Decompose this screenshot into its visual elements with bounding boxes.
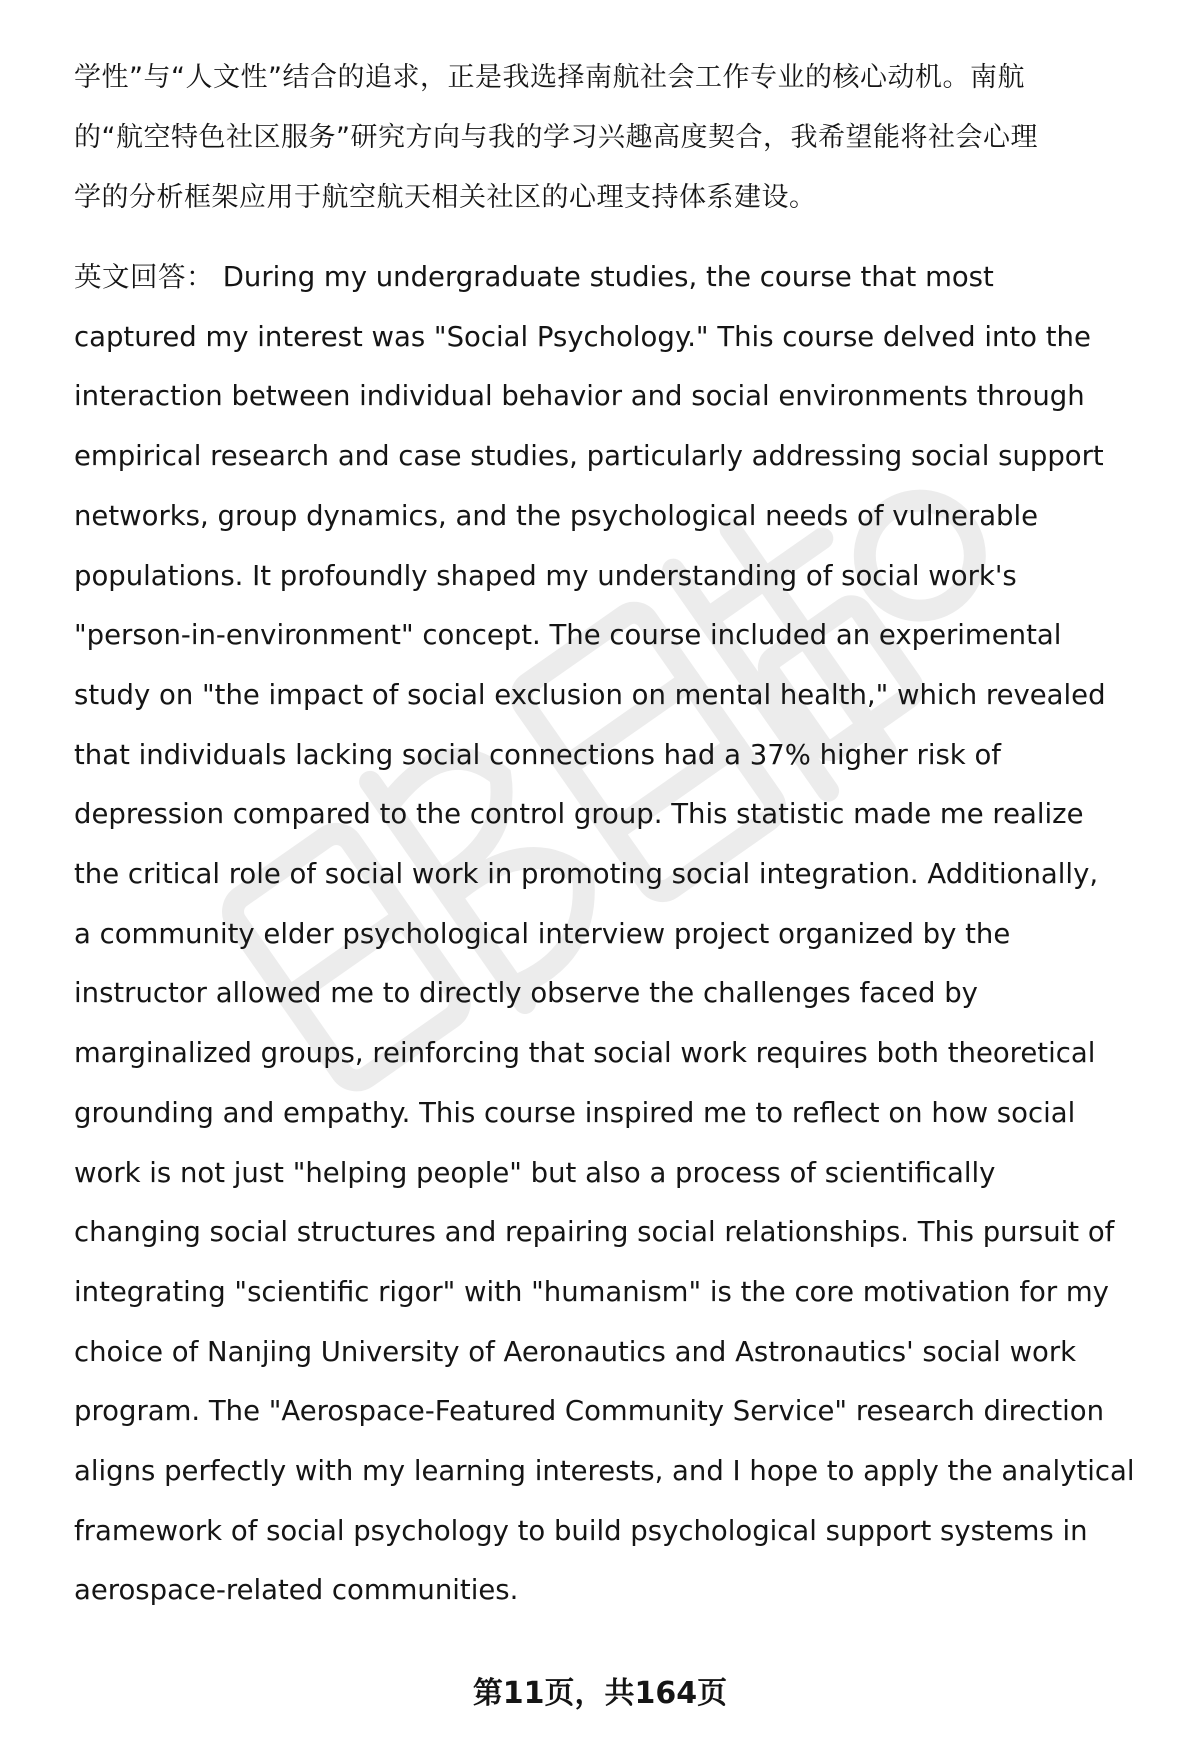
chinese-paragraph: 学性”与“人文性”结合的追求，正是我选择南航社会工作专业的核心动机。南航 的“航空特色社区服务”研究方向与我的学习兴趣高度契合，我希望能将社会心理 学的分析框架应用于航空航天相关社区的心理支持体系建设。	[74, 62, 1038, 213]
document-body	[74, 48, 1164, 1621]
english-answer-paragraph	[74, 248, 1164, 1621]
page-number-footer: 第11页，共164页	[472, 1676, 728, 1711]
english-answer-label: 英文回答：	[74, 261, 214, 293]
english-answer-text: During my undergraduate studies, the course that most captured my interest was "Social Psychology." This course delved into the interaction between individual behavior and social environments through empirical research and case studies, particularly addressing social support networks, group dynamics, and the psychological needs of vulnerable populations. It profoundly shaped my understanding of social work's "person-in-environment" concept. The course included an experimental study on "the impact of social exclusion on mental health," which revealed that individuals lacking social connections had a 37% higher risk of depression compared to the control group. This statistic made me realize the critical role of social work in promoting social integration. Additionally, a community elder psychological interview project organized by the instructor allowed me to directly observe the challenges faced by marginalized groups, reinforcing that social work requires both theoretical grounding and empathy. This course inspired me to reflect on how social work is not just "helping people" but also a process of scientifically changing social structures and repairing social relationships. This pursuit of integrating "scientific rigor" with "humanism" is the core motivation for my choice of Nanjing University of Aeronautics and Astronautics' social work program. The "Aerospace-Featured Community Service" research direction aligns perfectly with my learning interests, and I hope to apply the analytical framework of social psychology to build psychological support systems in aerospace-related communities.	[74, 261, 1135, 1607]
